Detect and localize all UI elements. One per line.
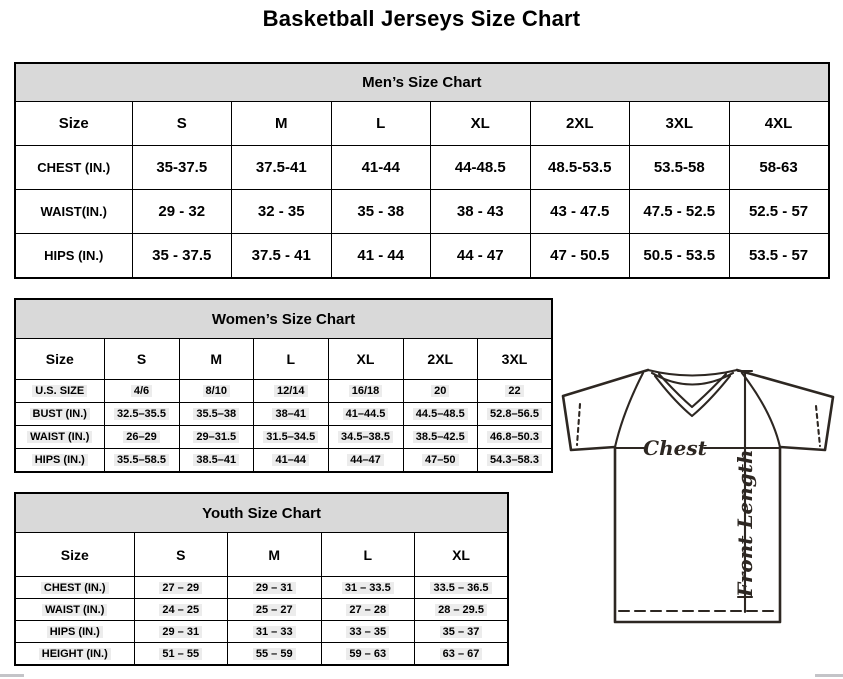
- cell: 44.5–48.5: [403, 403, 478, 426]
- cell: 58-63: [729, 146, 829, 190]
- chest-label: Chest: [643, 436, 707, 460]
- cell: 52.8–56.5: [478, 403, 553, 426]
- row-label: BUST (IN.): [15, 403, 104, 426]
- cell: 26–29: [104, 426, 179, 449]
- table-row: [15, 449, 552, 473]
- cell: 52.5 - 57: [729, 190, 829, 234]
- cell: 47 - 50.5: [530, 234, 630, 279]
- cell: 38.5–41: [179, 449, 254, 473]
- row-label: WAIST(IN.): [15, 190, 132, 234]
- table-title-row: [15, 299, 552, 339]
- left-cuff-dashed-line: [577, 404, 580, 445]
- cell: 59 – 63: [321, 643, 415, 666]
- table-row: [15, 146, 829, 190]
- cell: 35 – 37: [415, 621, 509, 643]
- column-header: 4XL: [729, 102, 829, 146]
- row-label: CHEST (IN.): [15, 577, 134, 599]
- cell: 12/14: [254, 380, 329, 403]
- cell: 54.3–58.3: [478, 449, 553, 473]
- column-header: 2XL: [403, 339, 478, 380]
- cell: 27 – 29: [134, 577, 228, 599]
- cell: 31 – 33: [228, 621, 322, 643]
- cell: 38 - 43: [431, 190, 531, 234]
- table-title-row: [15, 63, 829, 102]
- column-header: S: [134, 533, 228, 577]
- cell: 35 - 37.5: [132, 234, 232, 279]
- cell: 63 – 67: [415, 643, 509, 666]
- table-row: [15, 577, 508, 599]
- cell: 31 – 33.5: [321, 577, 415, 599]
- cell: 32.5–35.5: [104, 403, 179, 426]
- cell: 24 – 25: [134, 599, 228, 621]
- cell: 47–50: [403, 449, 478, 473]
- cell: 29 - 32: [132, 190, 232, 234]
- cell: 4/6: [104, 380, 179, 403]
- cell: 50.5 - 53.5: [630, 234, 730, 279]
- cell: 44 - 47: [431, 234, 531, 279]
- column-header: M: [228, 533, 322, 577]
- column-header: S: [104, 339, 179, 380]
- page-title: Basketball Jerseys Size Chart: [262, 6, 581, 31]
- cell: 33 – 35: [321, 621, 415, 643]
- cell: 29 – 31: [134, 621, 228, 643]
- column-header: L: [331, 102, 431, 146]
- header-row: [15, 102, 829, 146]
- table-row: [15, 234, 829, 279]
- row-label: HIPS (IN.): [15, 449, 104, 473]
- left-armhole-seam: [615, 373, 643, 447]
- mens-table-title: Men’s Size Chart: [15, 63, 829, 102]
- cell: 38.5–42.5: [403, 426, 478, 449]
- cell: 29–31.5: [179, 426, 254, 449]
- cell: 37.5-41: [232, 146, 332, 190]
- cell: 53.5 - 57: [729, 234, 829, 279]
- column-header: Size: [15, 339, 104, 380]
- cell: 32 - 35: [232, 190, 332, 234]
- column-header: 2XL: [530, 102, 630, 146]
- column-header: M: [179, 339, 254, 380]
- cell: 51 – 55: [134, 643, 228, 666]
- cell: 28 – 29.5: [415, 599, 509, 621]
- cell: 46.8–50.3: [478, 426, 553, 449]
- youth-size-chart-table: [14, 492, 509, 666]
- cell: 20: [403, 380, 478, 403]
- cell: 16/18: [328, 380, 403, 403]
- cell: 38–41: [254, 403, 329, 426]
- cell: 8/10: [179, 380, 254, 403]
- row-label: WAIST (IN.): [15, 426, 104, 449]
- cell: 22: [478, 380, 553, 403]
- cell: 35.5–38: [179, 403, 254, 426]
- cell: 27 – 28: [321, 599, 415, 621]
- cell: 44-48.5: [431, 146, 531, 190]
- cell: 29 – 31: [228, 577, 322, 599]
- table-row: [15, 190, 829, 234]
- column-header: S: [132, 102, 232, 146]
- header-row: [15, 339, 552, 380]
- right-cuff-dashed-line: [816, 406, 820, 446]
- cell: 25 – 27: [228, 599, 322, 621]
- jersey-measurement-diagram-icon: [555, 360, 843, 679]
- cell: 55 – 59: [228, 643, 322, 666]
- column-header: Size: [15, 533, 134, 577]
- column-header: L: [321, 533, 415, 577]
- cell: 33.5 – 36.5: [415, 577, 509, 599]
- column-header: Size: [15, 102, 132, 146]
- table-row: [15, 599, 508, 621]
- table-row: [15, 643, 508, 666]
- scrollbar-fragment-left[interactable]: [0, 674, 24, 677]
- table-row: [15, 621, 508, 643]
- right-armhole-seam: [742, 373, 780, 447]
- row-label: HIPS (IN.): [15, 234, 132, 279]
- cell: 34.5–38.5: [328, 426, 403, 449]
- cell: 35-37.5: [132, 146, 232, 190]
- scrollbar-fragment-right[interactable]: [815, 674, 843, 677]
- row-label: WAIST (IN.): [15, 599, 134, 621]
- column-header: XL: [431, 102, 531, 146]
- row-label: CHEST (IN.): [15, 146, 132, 190]
- youth-table-title: Youth Size Chart: [15, 493, 508, 533]
- cell: 37.5 - 41: [232, 234, 332, 279]
- column-header: 3XL: [478, 339, 553, 380]
- cell: 41–44.5: [328, 403, 403, 426]
- row-label: HIPS (IN.): [15, 621, 134, 643]
- cell: 35 - 38: [331, 190, 431, 234]
- cell: 31.5–34.5: [254, 426, 329, 449]
- column-header: 3XL: [630, 102, 730, 146]
- cell: 48.5-53.5: [530, 146, 630, 190]
- table-row: [15, 380, 552, 403]
- table-title-row: [15, 493, 508, 533]
- row-label: HEIGHT (IN.): [15, 643, 134, 666]
- cell: 41 - 44: [331, 234, 431, 279]
- column-header: XL: [328, 339, 403, 380]
- cell: 47.5 - 52.5: [630, 190, 730, 234]
- cell: 41–44: [254, 449, 329, 473]
- column-header: M: [232, 102, 332, 146]
- front-length-label: Front Length: [733, 449, 757, 597]
- cell: 43 - 47.5: [530, 190, 630, 234]
- womens-table-title: Women’s Size Chart: [15, 299, 552, 339]
- womens-size-chart-table: [14, 298, 553, 473]
- cell: 35.5–58.5: [104, 449, 179, 473]
- table-row: [15, 426, 552, 449]
- mens-size-chart-table: [14, 62, 830, 279]
- table-row: [15, 403, 552, 426]
- row-label: U.S. SIZE: [15, 380, 104, 403]
- column-header: XL: [415, 533, 509, 577]
- cell: 44–47: [328, 449, 403, 473]
- cell: 41-44: [331, 146, 431, 190]
- header-row: [15, 533, 508, 577]
- cell: 53.5-58: [630, 146, 730, 190]
- column-header: L: [254, 339, 329, 380]
